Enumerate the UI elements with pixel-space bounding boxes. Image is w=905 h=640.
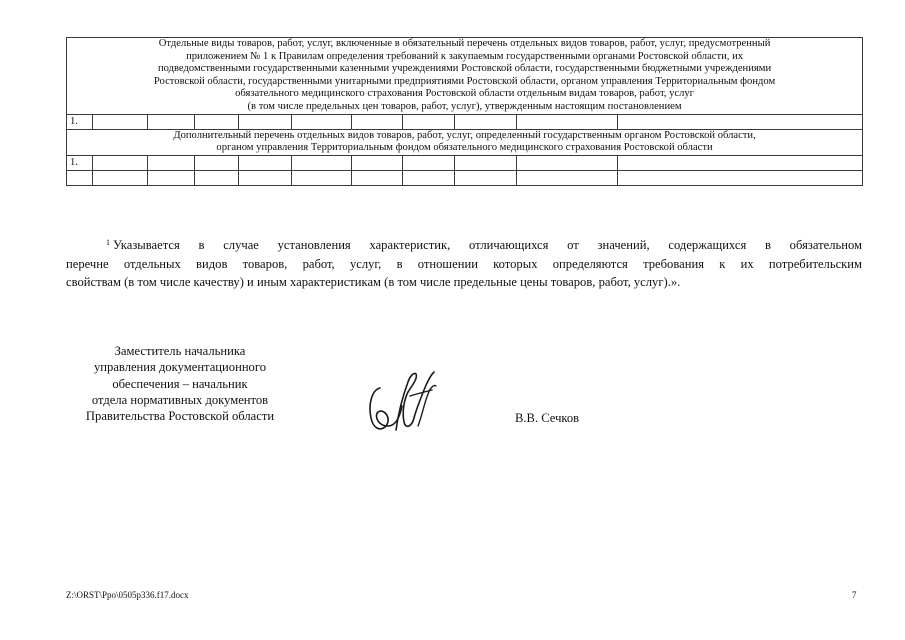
table-cell [403, 114, 455, 129]
position-line: обеспечения – начальник [112, 376, 248, 391]
header-line: приложением № 1 к Правилам определения требований к закупаемым государственными органами Ростовской области, их [186, 50, 744, 62]
footer-file-path: Z:\ORST\Ppo\0505p336.f17.docx [66, 590, 189, 600]
table-cell [618, 170, 863, 185]
position-line: Правительства Ростовской области [85, 409, 275, 424]
table-cell [148, 114, 195, 129]
section-header-cell [67, 129, 863, 155]
footnote-line [66, 236, 862, 255]
table-cell [292, 114, 352, 129]
footnote-text: Указывается в случае установления характеристик, отличающихся от значений, содержащихся в обязательном [113, 238, 862, 252]
table-section-row [67, 129, 863, 155]
header-line: (в том числе предельных цен товаров, работ, услуг), утвержденным настоящим постановлением [247, 100, 682, 112]
table-row [67, 170, 863, 185]
row-number: 1. [67, 114, 93, 129]
table-cell [67, 170, 93, 185]
signatory-position [62, 343, 298, 424]
header-line: обязательного медицинского страхования Ростовской области отдельным видам товаров, работ, услуг [235, 88, 695, 100]
header-line: Ростовской области, государственными унитарными предприятиями Ростовской области, органом управления Территориальным фондом [153, 75, 776, 87]
handwritten-signature [362, 360, 442, 440]
table-cell [148, 170, 195, 185]
row-number: 1. [67, 155, 93, 170]
table-cell [292, 155, 352, 170]
header-line: подведомственными государственными казенными учреждениями Ростовской области, государственными бюджетными учреждениями [157, 63, 772, 75]
table-header-row [67, 38, 863, 115]
table-cell [195, 155, 239, 170]
section-line: Дополнительный перечень отдельных видов товаров, работ, услуг, определенный государственным органом Ростовской области, [173, 129, 756, 141]
table-cell [292, 170, 352, 185]
table-cell [352, 170, 403, 185]
table-cell [93, 114, 148, 129]
table-cell [239, 114, 292, 129]
table-cell [517, 114, 618, 129]
table-cell [352, 114, 403, 129]
footnote [66, 236, 862, 292]
position-line: отдела нормативных документов [91, 392, 269, 407]
section-line: органом управления Территориальным фондом обязательного медицинского страхования Ростовской области [216, 142, 713, 154]
footnote-line: свойствам (в том числе качеству) и иным характеристикам (в том числе предельные цены товаров, работ, услуг).». [66, 275, 681, 289]
table-header-cell [67, 38, 863, 115]
position-line: Заместитель начальника [114, 344, 246, 358]
table-cell [403, 170, 455, 185]
table-cell [455, 155, 517, 170]
table-cell [455, 114, 517, 129]
signatory-name: В.В. Сечков [515, 411, 580, 425]
table-cell [195, 170, 239, 185]
position-line: управления документационного [93, 360, 267, 375]
requirements-table [66, 37, 863, 186]
table-cell [148, 155, 195, 170]
table-cell [239, 155, 292, 170]
footnote-line: перечне отдельных видов товаров, работ, услуг, в отношении которых определяются требования к их потребительским [66, 256, 862, 271]
table-cell [93, 170, 148, 185]
table-cell [195, 114, 239, 129]
table-cell [618, 114, 863, 129]
table-cell [517, 170, 618, 185]
header-line: Отдельные виды товаров, работ, услуг, включенные в обязательный перечень отдельных видов товаров, работ, услуг, предусмотренный [158, 38, 771, 49]
table-cell [93, 155, 148, 170]
page-number: 7 [852, 590, 857, 600]
table-cell [403, 155, 455, 170]
table-cell [618, 155, 863, 170]
table-cell [239, 170, 292, 185]
table-cell [352, 155, 403, 170]
table-cell [455, 170, 517, 185]
table-cell [517, 155, 618, 170]
footnote-marker: 1 [106, 238, 110, 247]
table-row [67, 155, 863, 170]
table-row [67, 114, 863, 129]
